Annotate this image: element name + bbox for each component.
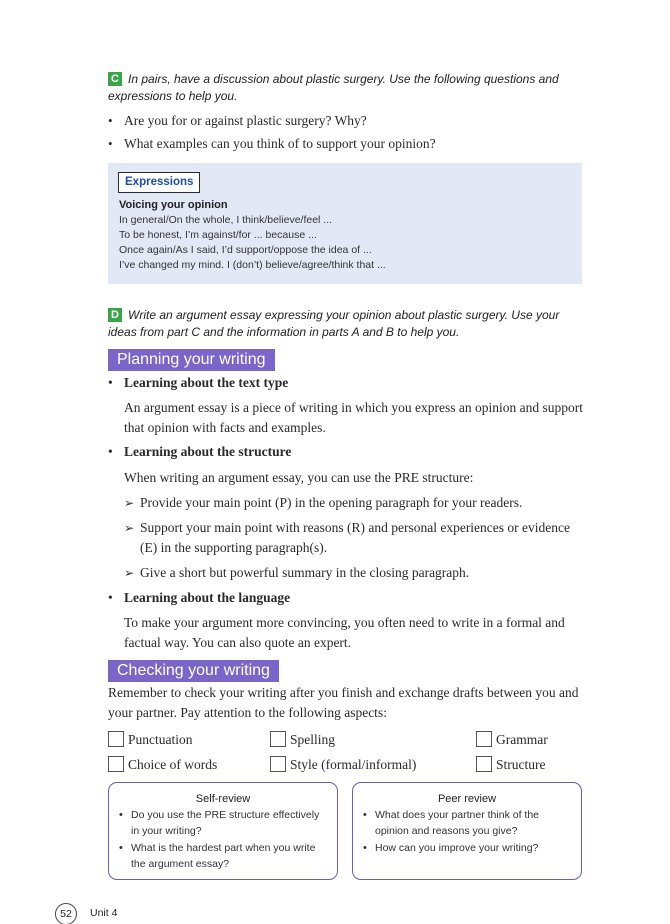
- checkbox-structure[interactable]: [476, 756, 546, 773]
- question-text: What examples can you think of to support your opinion?: [124, 136, 436, 151]
- checkbox-icon[interactable]: [270, 756, 286, 772]
- subheading-text: Learning about the structure: [124, 444, 292, 459]
- peer-review-list: [353, 805, 581, 856]
- structure-heading: [108, 442, 291, 462]
- checkbox-punctuation[interactable]: [108, 731, 193, 748]
- structure-point: [124, 563, 584, 583]
- self-review-box: [108, 782, 338, 880]
- structure-point: [124, 518, 584, 558]
- checkbox-spelling[interactable]: [270, 731, 335, 748]
- checkbox-label: Structure: [496, 757, 546, 772]
- expressions-box: [108, 163, 582, 284]
- checkbox-icon[interactable]: [476, 756, 492, 772]
- subheading-text: Learning about the text type: [124, 375, 289, 390]
- expressions-title: Expressions: [118, 172, 200, 193]
- checkbox-label: Punctuation: [128, 732, 193, 747]
- peer-review-title: Peer review: [437, 793, 497, 805]
- arrow-icon: ➢: [124, 496, 135, 510]
- checkbox-icon[interactable]: [108, 756, 124, 772]
- subheading-text: Learning about the language: [124, 590, 291, 605]
- expression-line: In general/On the whole, I think/believe/feel ...: [119, 214, 333, 226]
- arrow-icon: ➢: [124, 566, 135, 580]
- checkbox-icon[interactable]: [108, 731, 124, 747]
- self-review-title: Self-review: [195, 793, 251, 805]
- expression-line: I’ve changed my mind. I (don’t) believe/agree/think that ...: [119, 259, 386, 271]
- peer-review-box: [352, 782, 582, 880]
- structure-point-text: Give a short but powerful summary in the closing paragraph.: [140, 565, 470, 580]
- text-type-heading: [108, 373, 288, 393]
- part-c-instruction: [108, 71, 588, 105]
- structure-point: [124, 493, 584, 513]
- part-d-badge: D: [108, 308, 122, 322]
- expression-line: To be honest, I’m against/for ... because ...: [119, 229, 317, 241]
- bullet-icon: •: [108, 136, 113, 151]
- language-body: To make your argument more convincing, you often need to write in a formal and factual way. You can also quote an expert.: [124, 615, 565, 650]
- list-item: • What does your partner think of the opinion and reasons you give?: [363, 807, 571, 839]
- checking-body: Remember to check your writing after you finish and exchange drafts between you and your partner. Pay attention to the following aspects:: [108, 685, 579, 720]
- expressions-heading: Voicing your opinion: [119, 199, 228, 211]
- checkbox-label: Spelling: [290, 732, 336, 747]
- checking-heading: Checking your writing: [108, 660, 279, 682]
- checkbox-label: Choice of words: [128, 757, 218, 772]
- question-item: [108, 134, 436, 154]
- structure-point-text: Support your main point with reasons (R) and personal experiences or evidence (E) in the supporting paragraph(s).: [140, 520, 571, 555]
- list-item: • How can you improve your writing?: [363, 840, 571, 856]
- checkbox-label: Grammar: [496, 732, 548, 747]
- structure-point-text: Provide your main point (P) in the opening paragraph for your readers.: [140, 495, 523, 510]
- text-type-body: An argument essay is a piece of writing in which you express an opinion and support that opinion with facts and examples.: [124, 400, 584, 435]
- bullet-icon: •: [108, 113, 113, 128]
- bullet-icon: •: [108, 375, 113, 390]
- checkbox-style[interactable]: [270, 756, 416, 773]
- part-d-instruction-text: Write an argument essay expressing your opinion about plastic surgery. Use your ideas from part C and the information in parts A and B to help you.: [108, 308, 560, 339]
- bullet-icon: •: [108, 444, 113, 459]
- part-c-instruction-text: In pairs, have a discussion about plastic surgery. Use the following questions and expressions to help you.: [108, 72, 559, 103]
- page-number: 52: [55, 903, 77, 924]
- part-d-instruction: [108, 307, 588, 341]
- language-heading: [108, 588, 290, 608]
- planning-heading: Planning your writing: [108, 349, 275, 371]
- list-item: • What is the hardest part when you write the argument essay?: [119, 840, 327, 872]
- checkbox-grammar[interactable]: [476, 731, 548, 748]
- question-text: Are you for or against plastic surgery? Why?: [124, 113, 367, 128]
- checkbox-label: Style (formal/informal): [290, 757, 417, 772]
- checkbox-choice-of-words[interactable]: [108, 756, 217, 773]
- checkbox-icon[interactable]: [476, 731, 492, 747]
- arrow-icon: ➢: [124, 521, 135, 535]
- expression-line: Once again/As I said, I’d support/oppose the idea of ...: [119, 244, 372, 256]
- checkbox-icon[interactable]: [270, 731, 286, 747]
- structure-body: When writing an argument essay, you can use the PRE structure:: [124, 470, 474, 485]
- list-item: • Do you use the PRE structure effectively in your writing?: [119, 807, 327, 839]
- self-review-list: [109, 805, 337, 872]
- bullet-icon: •: [108, 590, 113, 605]
- unit-label: Unit 4: [90, 907, 118, 919]
- part-c-badge: C: [108, 72, 122, 86]
- question-item: [108, 111, 367, 131]
